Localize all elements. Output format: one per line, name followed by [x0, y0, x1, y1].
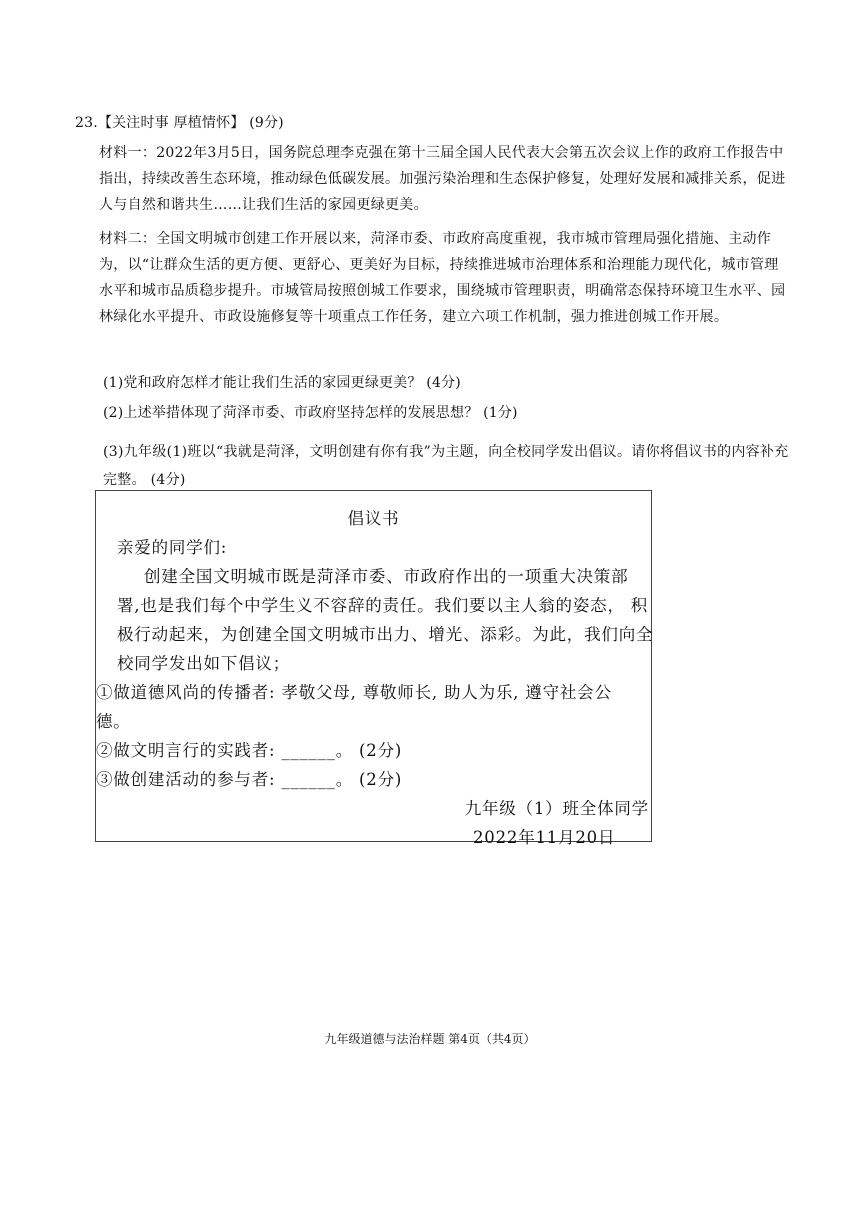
- material-two: 材料二：全国文明城市创建工作开展以来，菏泽市委、市政府高度重视，我市城市管理局强化措施、主动作为，以“让群众生活的更方便、更舒心、更美好为目标，持续推进城市治理体系和治理能力现代化，城市管理水平和城市品质稳步提升。市城管局按照创城工作要求，围绕城市管理职责，明确常态保持环境卫生水平、园林绿化水平提升、市政设施修复等十项重点工作任务，建立六项工作机制，强力推进创城工作开展。: [99, 231, 786, 325]
- letter-body-line: 署,也是我们每个中学生义不容辞的责任。我们要以主人翁的姿态， 积: [117, 596, 649, 615]
- letter-title: 倡议书: [347, 509, 400, 528]
- sub-question-3: (3)九年级(1)班以“我就是菏泽，文明创建有你有我”为主题，向全校同学发出倡议。请你将倡议书的内容补充完整。 (4分): [103, 444, 789, 488]
- page-footer: 九年级道德与法治样题 第4页（共4页）: [324, 1032, 536, 1046]
- sub-question-1: (1)党和政府怎样才能让我们生活的家园更绿更美？ (4分): [103, 375, 461, 391]
- proposal-item-3: ③做创建活动的参与者: ______。 (2分): [96, 770, 403, 789]
- proposal-item-1-cont: 德。: [96, 712, 131, 731]
- letter-body-line: 校同学发出如下倡议；: [117, 654, 290, 673]
- proposal-item-1: ①做道德风尚的传播者: 孝敬父母, 尊敬师长, 助人为乐, 遵守社会公: [96, 683, 612, 702]
- letter-signature: 九年级（1）班全体同学: [464, 799, 649, 818]
- question-score: (9分): [249, 115, 284, 131]
- proposal-letter-box: [95, 490, 654, 847]
- letter-body-line: 创建全国文明城市既是菏泽市委、市政府作出的一项重大决策部: [144, 567, 629, 586]
- sub-question-2: (2)上述举措体现了菏泽市委、市政府坚持怎样的发展思想？ (1分): [103, 405, 518, 421]
- question-title: 【关注时事 厚植情怀】: [97, 115, 245, 131]
- question-number: 23.: [75, 115, 98, 131]
- letter-greeting: 亲爱的同学们:: [117, 538, 228, 557]
- proposal-item-2: ②做文明言行的实践者: ______。 (2分): [96, 741, 403, 760]
- letter-date: 2022年11月20日: [473, 828, 616, 847]
- letter-body-line: 极行动起来，为创建全国文明城市出力、增光、添彩。为此，我们向全: [117, 625, 654, 644]
- material-one: 材料一：2022年3月5日，国务院总理李克强在第十三届全国人民代表大会第五次会议上作的政府工作报告中指出，持续改善生态环境，推动绿色低碳发展。加强污染治理和生态保护修复，处理好发展和减排关系，促进人与自然和谐共生……让我们生活的家园更绿更美。: [99, 145, 786, 213]
- question-heading: [75, 112, 284, 132]
